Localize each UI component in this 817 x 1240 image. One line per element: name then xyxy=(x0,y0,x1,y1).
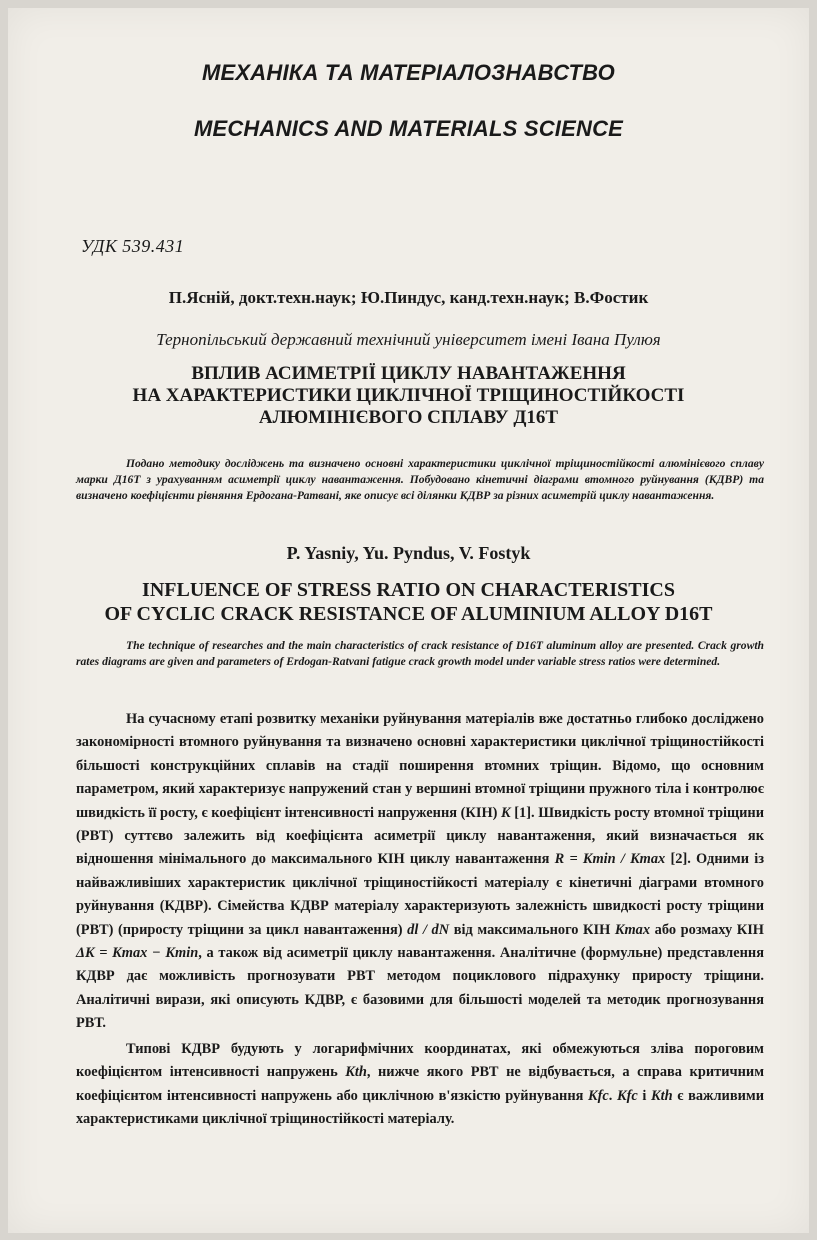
section-title-english: MECHANICS AND MATERIALS SCIENCE xyxy=(193,116,624,141)
title-ua-line: НА ХАРАКТЕРИСТИКИ ЦИКЛІЧНОЇ ТРІЩИНОСТІЙКОСТІ xyxy=(132,385,685,406)
title-en-line: OF CYCLIC CRACK RESISTANCE OF ALUMINIUM ALLOY D16T xyxy=(104,603,713,625)
symbol-kmax: Kmax xyxy=(614,921,651,938)
article-title-english xyxy=(8,578,809,626)
formula-growth-rate: dl / dN xyxy=(407,921,450,938)
udk-code: УДК 539.431 xyxy=(81,236,185,256)
paragraph-1: На сучасному етапі розвитку механіки руйнування матеріалів вже достатньо глибоко досліджено закономірності втомного руйнування та визначено основні характеристики циклічної тріщиностійкості більшості конструкційних сплавів на стадії поширення втомних тріщин. Відомо, що основним параметром, який характеризує напружений стан у вершині втомної тріщини пружного тіла і контролює швидкість її росту, є коефіцієнт інтенсивності напруження (КІН) K [1]. Швидкість росту втомної тріщини (РВТ) суттєво залежить від коефіцієнта асиметрії циклу навантаження, який визначається як відношення мінімального до максимального КІН циклу навантаження R = Kmin / Kmax [2]. Одними із найважливіших характеристик циклічної тріщиностійкості матеріалу є кінетичні діаграми втомного руйнування (КДВР). Сімейства КДВР матеріалу характеризують залежність швидкості росту тріщини (РВТ) (приросту тріщини за цикл навантаження) dl / dN від максимального КІН Kmax або розмаху КІН ΔK = Kmax − Kmin, а також від асиметрії циклу навантаження. Аналітичне (формульне) представлення КДВР дає можливість прогнозувати РВТ методом поциклового підрахунку приросту тріщини. Аналітичні вирази, які описують КДВР, є базовими для більшості моделей та методик прогнозування РВТ. xyxy=(76,711,764,1032)
abstract-english: The technique of researches and the main characteristics of crack resistance of D16T aluminum alloy are presented. Crack growth rates diagrams are given and parameters of Erdogan-Ratvani fatigue crack growth model under variable stress ratios were determined. xyxy=(76,639,764,668)
authors-ukrainian: П.Ясній, докт.техн.наук; Ю.Пиндус, канд.техн.наук; В.Фостик xyxy=(168,288,649,307)
formula-delta-k: ΔK = Kmax − Kmin xyxy=(76,945,199,962)
authors-english: P. Yasniy, Yu. Pyndus, V. Fostyk xyxy=(286,543,531,563)
title-ua-line: ВПЛИВ АСИМЕТРІЇ ЦИКЛУ НАВАНТАЖЕННЯ xyxy=(191,363,626,384)
symbol-kth: Kth xyxy=(651,1087,673,1104)
article-title-ukrainian xyxy=(8,363,809,429)
paragraph-2: Типові КДВР будують у логарифмічних координатах, які обмежуються зліва пороговим коефіцієнтом інтенсивності напружень Kth, нижче якого РВТ не відбувається, а справа критичним коефіцієнтом інтенсивності напружень або циклічною в'язкістю руйнування Kfc. Kfc і Kth є важливими характеристиками циклічної тріщиностійкості матеріалу. xyxy=(76,1041,765,1128)
title-en-line: INFLUENCE OF STRESS RATIO ON CHARACTERISTICS xyxy=(142,579,675,601)
body-paragraph xyxy=(76,708,764,1036)
symbol-kfc: Kfc xyxy=(588,1087,609,1104)
symbol-k: K xyxy=(501,804,511,821)
formula-stress-ratio: R = Kmin / Kmax xyxy=(554,851,666,868)
affiliation: Тернопільський державний технічний університет імені Івана Пулюя xyxy=(156,330,661,349)
section-title-ukrainian: МЕХАНІКА ТА МАТЕРІАЛОЗНАВСТВО xyxy=(202,60,615,85)
symbol-kfc: Kfc xyxy=(617,1087,638,1104)
abstract-ukrainian: Подано методику досліджень та визначено основні характеристики циклічної тріщиностійкості алюмінієвого сплаву марки Д16Т з урахуванням асиметрії циклу навантаження. Побудовано кінетичні діаграми втомного руйнування (КДВР) та визначено коефіцієнти рівняння Ердогана-Ратвані, яке описує всі ділянки КДВР за різних асиметрій циклу навантаження. xyxy=(76,457,764,502)
symbol-kth: Kth xyxy=(345,1064,367,1081)
title-ua-line: АЛЮМІНІЄВОГО СПЛАВУ Д16Т xyxy=(258,407,559,428)
journal-page xyxy=(8,8,809,1233)
body-paragraph xyxy=(76,1038,764,1132)
